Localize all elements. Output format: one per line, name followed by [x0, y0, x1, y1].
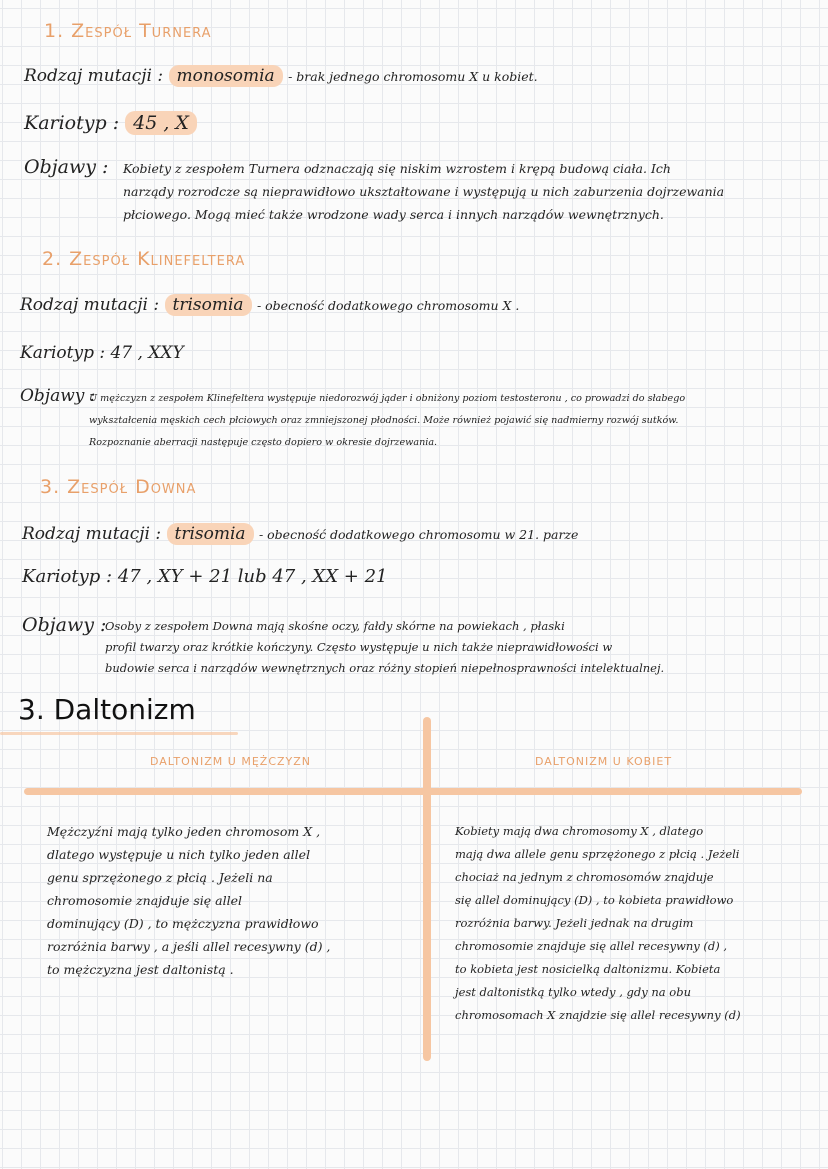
klinefelter-symptoms-line: U mężczyzn z zespołem Klinefeltera występuje niedorozwój jąder i obniżony poziom testosteronu , co prowadzi do słabego [89, 393, 686, 404]
turner-symptoms-line: Kobiety z zespołem Turnera odznaczają się niskim wzrostem i krępą budową ciała. Ich [123, 161, 671, 176]
right-column-line: rozróżnia barwy. Jeżeli jednak na drugim [455, 916, 694, 930]
title-underline [0, 732, 238, 735]
right-column-line: chromosomach X znajdzie się allel recesywny (d) [455, 1008, 741, 1022]
right-column-line: się allel dominujący (D) , to kobieta prawidłowo [455, 893, 734, 907]
down-karyotype-label: Kariotyp : [22, 566, 113, 587]
down-symptoms-line: profil twarzy oraz krótkie kończyny. Często występuje u nich także nieprawidłowości w [105, 640, 613, 654]
turner-mutation-label: Rodzaj mutacji : [24, 66, 164, 86]
down-symptoms-line: Osoby z zespołem Downa mają skośne oczy, fałdy skórne na powiekach , płaski [105, 619, 565, 633]
turner-symptoms-line: narządy rozrodcze są nieprawidłowo ukształtowane i występują u nich zaburzenia dojrzewania [123, 184, 725, 199]
klinefelter-symptoms-line: wykształcenia męskich cech płciowych oraz zmniejszonej płodności. Może również pojawić się nadmierny rozwój sutków. [89, 415, 679, 426]
turner-heading: 1. Zespół Turnera [44, 20, 212, 42]
turner-karyotype-label: Kariotyp : [24, 112, 120, 134]
down-symptoms-text [105, 616, 664, 679]
left-column-line: dlatego występuje u nich tylko jeden allel [47, 847, 311, 862]
down-mutation-label: Rodzaj mutacji : [22, 524, 162, 544]
turner-symptoms-label: Objawy : [24, 156, 109, 178]
left-column-heading: DALTONIZM U MĘŻCZYZN [150, 755, 312, 768]
klinefelter-symptoms-label: Objawy : [20, 386, 96, 406]
klinefelter-mutation-row [20, 295, 519, 315]
table-vertical-divider [423, 717, 431, 1061]
down-mutation-value: trisomia [167, 523, 254, 545]
klinefelter-symptoms-line: Rozpoznanie aberracji następuje często dopiero w okresie dojrzewania. [89, 437, 438, 448]
right-column-line: mają dwa allele genu sprzężonego z płcią . Jeżeli [455, 847, 740, 861]
left-column-line: to mężczyzna jest daltonistą . [47, 962, 234, 977]
klinefelter-heading: 2. Zespół Klinefeltera [42, 248, 246, 270]
turner-mutation-value: monosomia [169, 65, 283, 87]
right-column-line: Kobiety mają dwa chromosomy X , dlatego [455, 824, 704, 838]
daltonizm-title: 3. Daltonizm [18, 693, 196, 726]
klinefelter-mutation-value: trisomia [165, 294, 252, 316]
down-karyotype-value: 47 , XY + 21 lub 47 , XX + 21 [117, 566, 388, 587]
right-column-line: jest daltonistką tylko wtedy , gdy na obu [455, 985, 692, 999]
turner-mutation-desc: - brak jednego chromosomu X u kobiet. [288, 69, 538, 84]
klinefelter-mutation-desc: - obecność dodatkowego chromosomu X . [256, 298, 520, 313]
turner-karyotype-value: 45 , X [125, 111, 197, 135]
klinefelter-karyotype: Kariotyp : 47 , XXY [20, 343, 184, 363]
left-column-line: dominujący (D) , to mężczyzna prawidłowo [47, 916, 319, 931]
down-mutation-desc: - obecność dodatkowego chromosomu w 21. parze [258, 527, 579, 542]
left-column-line: rozróżnia barwy , a jeśli allel recesywny (d) , [47, 939, 331, 954]
right-column-line: chociaż na jednym z chromosomów znajduje [455, 870, 714, 884]
left-column-line: genu sprzężonego z płcią . Jeżeli na [47, 870, 273, 885]
down-karyotype-row [22, 566, 387, 587]
turner-symptoms-text [123, 157, 724, 226]
turner-mutation-row [24, 66, 538, 86]
klinefelter-symptoms-text [89, 388, 685, 454]
turner-karyotype-row [24, 112, 197, 134]
turner-symptoms-line: płciowego. Mogą mieć także wrodzone wady serca i innych narządów wewnętrznych. [123, 207, 664, 222]
down-heading: 3. Zespół Downa [40, 476, 197, 498]
left-column-line: Mężczyźni mają tylko jeden chromosom X , [47, 824, 321, 839]
down-mutation-row [22, 524, 578, 544]
right-column-text [455, 820, 741, 1027]
right-column-line: to kobieta jest nosicielką daltonizmu. Kobieta [455, 962, 721, 976]
klinefelter-mutation-label: Rodzaj mutacji : [20, 295, 160, 315]
down-symptoms-line: budowie serca i narządów wewnętrznych oraz różny stopień niepełnosprawności intelektualnej. [105, 661, 665, 675]
left-column-line: chromosomie znajduje się allel [47, 893, 242, 908]
left-column-text [47, 820, 330, 981]
down-symptoms-label: Objawy : [22, 614, 107, 636]
right-column-line: chromosomie znajduje się allel recesywny (d) , [455, 939, 728, 953]
right-column-heading: DALTONIZM U KOBIET [535, 755, 673, 768]
table-horizontal-divider [24, 788, 802, 795]
